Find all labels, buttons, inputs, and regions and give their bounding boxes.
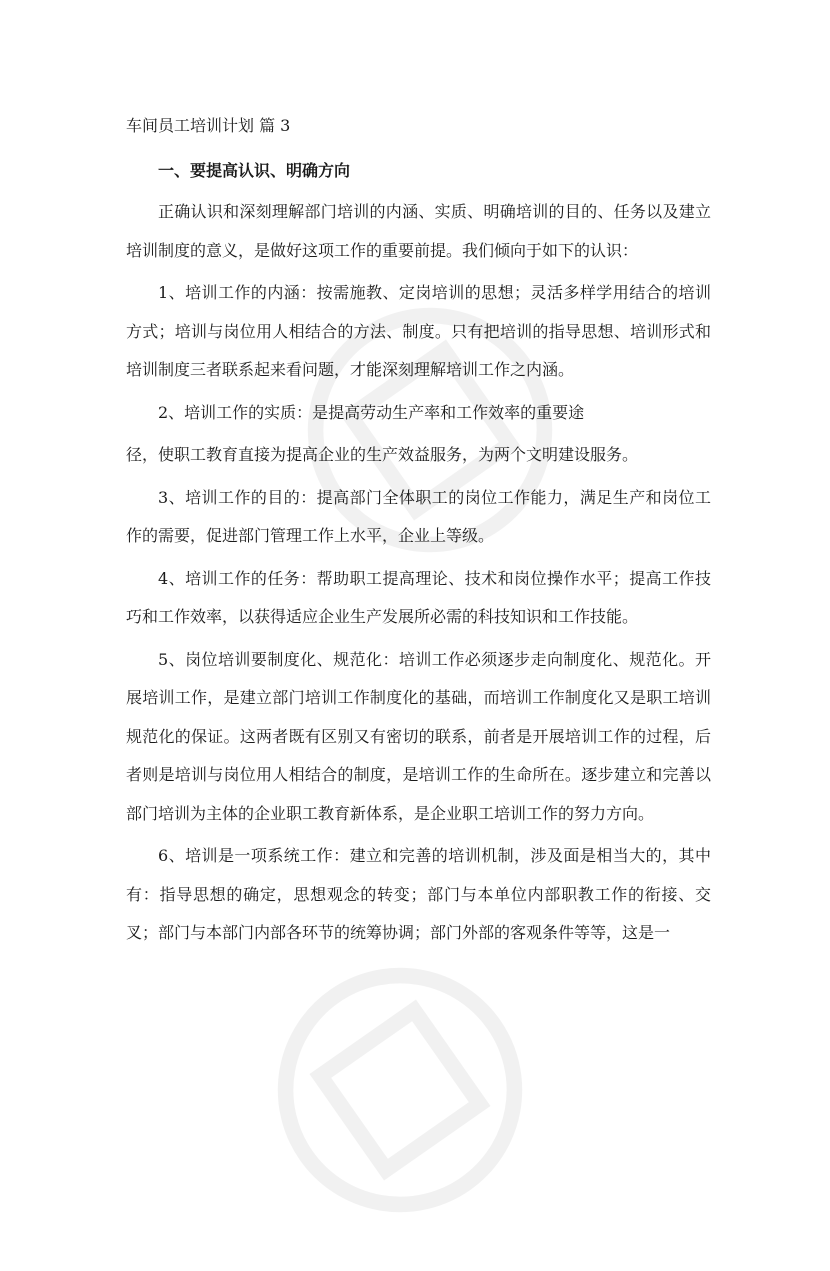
paragraph-item-4: 4、培训工作的任务：帮助职工提高理论、技术和岗位操作水平；提高工作技巧和工作效率，以获得适应企业生产发展所必需的科技知识和工作技能。 [126, 568, 711, 626]
paragraph-intro: 正确认识和深刻理解部门培训的内涵、实质、明确培训的目的、任务以及建立培训制度的意义，是做好这项工作的重要前提。我们倾向于如下的认识： [126, 202, 711, 260]
paragraph-item-5: 5、岗位培训要制度化、规范化：培训工作必须逐步走向制度化、规范化。开展培训工作，是建立部门培训工作制度化的基础，而培训工作制度化又是职工培训规范化的保证。这两者既有区别又有密切的联系，前者是开展培训工作的过程，后者则是培训与岗位用人相结合的制度，是培训工作的生命所在。逐步建立和完善以部门培训为主体的企业职工教育新体系，是企业职工培训工作的努力方向。 [126, 649, 711, 823]
paragraph-item-2-continued: 径，使职工教育直接为提高企业的生产效益服务，为两个文明建设服务。 [126, 445, 639, 464]
paragraph-item-1: 1、培训工作的内涵：按需施教、定岗培训的思想；灵活多样学用结合的培训方式；培训与岗位用人相结合的方法、制度。只有把培训的指导思想、培训形式和培训制度三者联系起来看问题，才能深刻理解培训工作之内涵。 [126, 283, 711, 379]
section-heading: 一、要提高认识、明确方向 [158, 161, 351, 180]
paragraph-item-3: 3、培训工作的目的：提高部门全体职工的岗位工作能力，满足生产和岗位工作的需要，促进部门管理工作上水平，企业上等级。 [126, 487, 711, 545]
paragraph-item-2: 2、培训工作的实质：是提高劳动生产率和工作效率的重要途 [158, 402, 585, 422]
document-title: 车间员工培训计划 篇 3 [126, 116, 291, 135]
paragraph-item-6: 6、培训是一项系统工作：建立和完善的培训机制，涉及面是相当大的，其中有：指导思想的确定，思想观念的转变；部门与本单位内部职教工作的衔接、交叉；部门与本部门内部各环节的统筹协调；部门外部的客观条件等等，这是一 [126, 846, 711, 942]
watermark-logo-bottom [219, 909, 581, 1271]
document-body [126, 108, 711, 957]
